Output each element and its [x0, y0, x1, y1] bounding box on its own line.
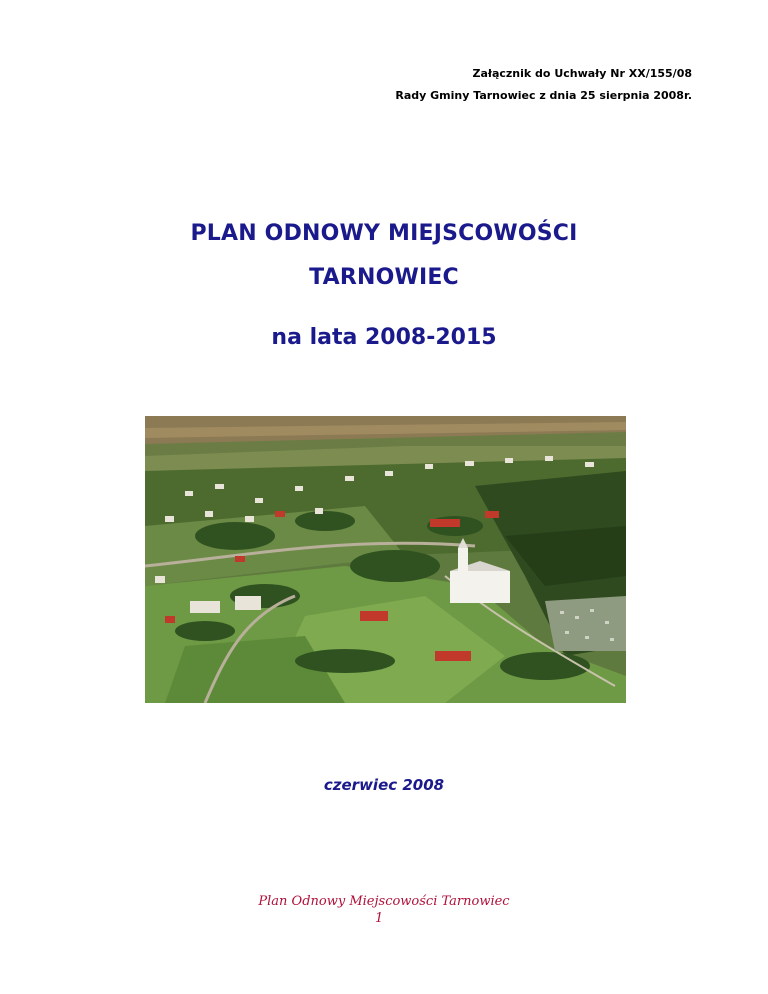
annex-council-date: Rady Gminy Tarnowiec z dnia 25 sierpnia 2008r.	[395, 89, 692, 102]
document-title-place: TARNOWIEC	[309, 265, 459, 290]
footer-running-title: Plan Odnowy Miejscowości Tarnowiec	[258, 894, 510, 909]
document-period: na lata 2008-2015	[271, 325, 497, 350]
annex-reference: Załącznik do Uchwały Nr XX/155/08	[472, 67, 692, 80]
aerial-village-photo	[145, 416, 626, 703]
document-date: czerwiec 2008	[323, 776, 445, 794]
document-title: PLAN ODNOWY MIEJSCOWOŚCI	[190, 221, 578, 246]
page-number: 1	[375, 911, 384, 926]
